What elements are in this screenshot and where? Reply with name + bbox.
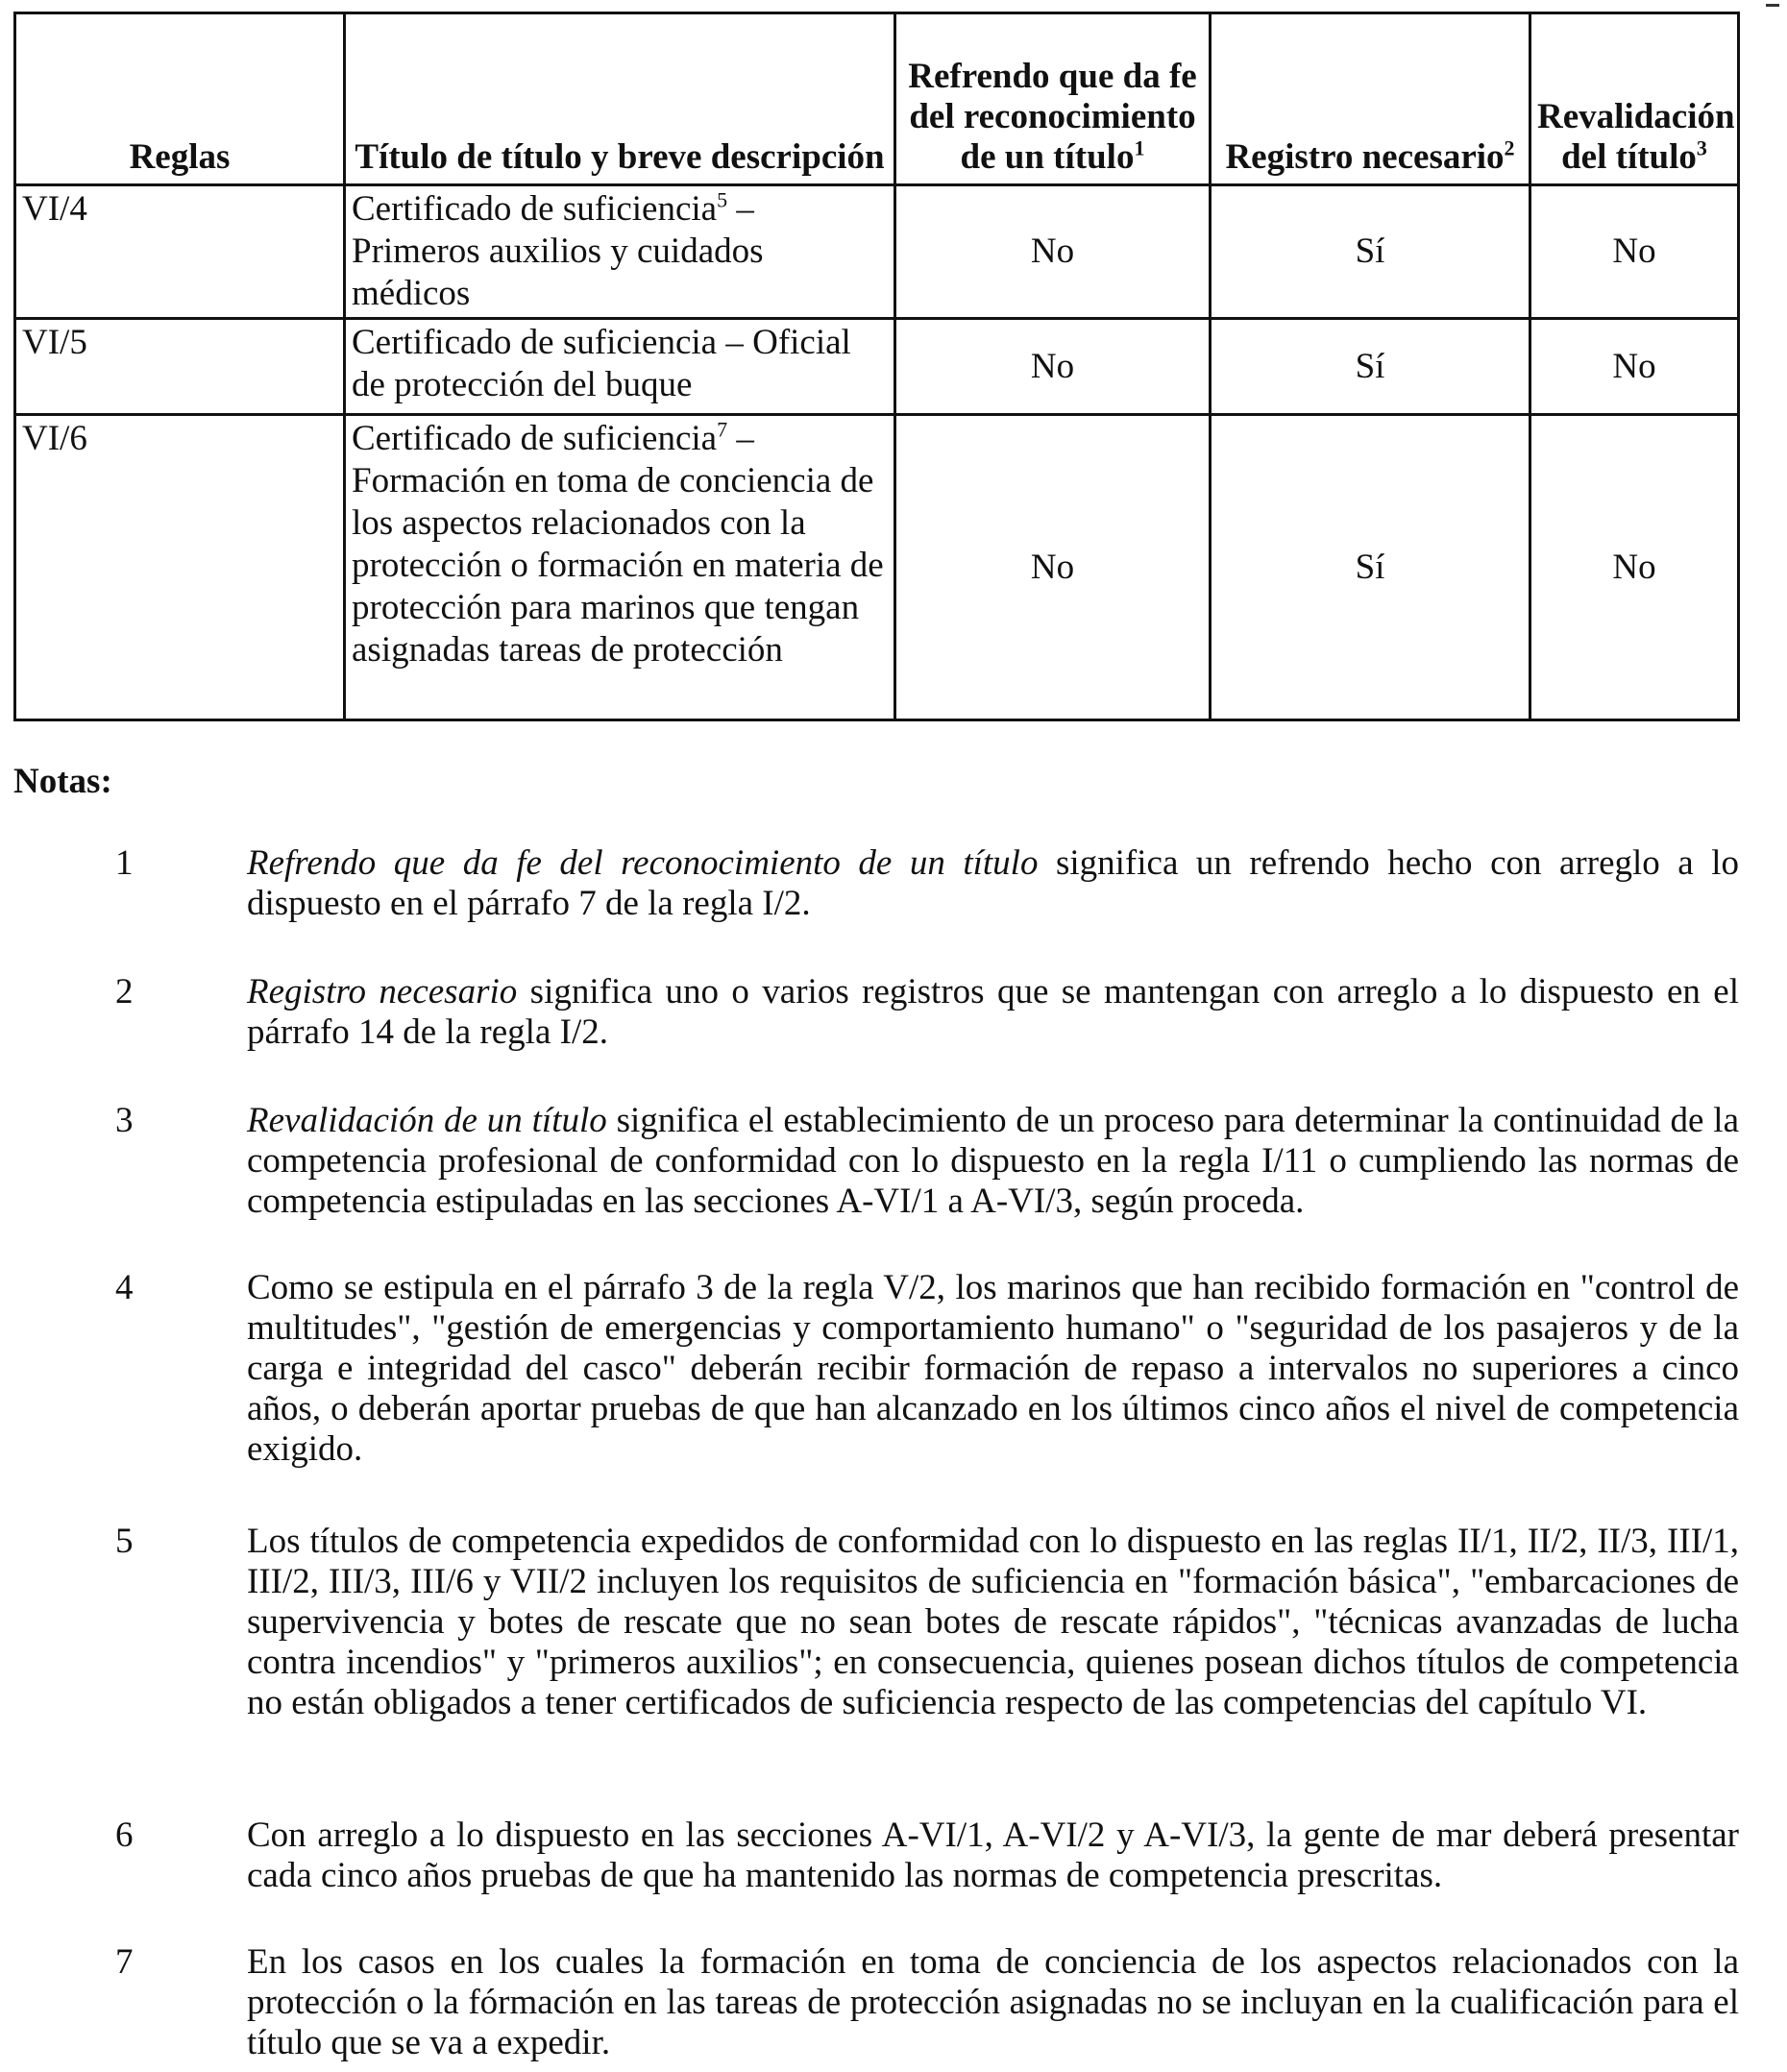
table-header-row	[15, 13, 1739, 185]
note-text: Como se estipula en el párrafo 3 de la regla V/2, los marinos que han recibido formación en "control de multitudes", "gestión de emergencias y comportamiento humano" o "seguridad de los pasajeros y de la carga e integridad del casco" deberán recibir formación de repaso a intervalos no superiores a cinco años, o deberán aportar pruebas de que han alcanzado en los últimos cinco años el nivel de competencia exigido.	[247, 1268, 1739, 1469]
footnote-ref: 3	[1696, 135, 1707, 160]
note-text: Revalidación de un título significa el establecimiento de un proceso para determinar la continuidad de la competencia profesional de conformidad con lo dispuesto en la regla I/11 o cumpliendo las normas de competencia estipuladas en las secciones A-VI/1 a A-VI/3, según proceda.	[247, 1101, 1739, 1221]
note-term: Refrendo que da fe del reconocimiento de un título	[247, 843, 1039, 883]
header-refrendo: Refrendo que da fe del reconocimiento de un título$^1$	[895, 13, 1211, 185]
header-reglas: Reglas	[15, 13, 345, 185]
note-term: Revalidación de un título	[247, 1101, 607, 1140]
footnote-ref: 1	[1134, 135, 1145, 160]
cell-registro: Sí	[1211, 319, 1530, 415]
note-number: 7	[115, 1942, 134, 1982]
note-text: En los casos en los cuales la formación en toma de conciencia de los aspectos relacionados con la protección o la fórmación en las tareas de protección asignadas no se incluyan en la cualificación para el título que se va a expedir.	[247, 1942, 1739, 2062]
table-row	[15, 319, 1739, 415]
cell-registro: Sí	[1211, 415, 1530, 720]
regulations-table	[13, 12, 1740, 721]
cell-refrendo: No	[895, 319, 1211, 415]
note-text: Registro necesario significa uno o varios registros que se mantengan con arreglo a lo dispuesto en el párrafo 14 de la regla I/2.	[247, 972, 1739, 1052]
note-number: 3	[115, 1101, 134, 1140]
cell-refrendo: No	[895, 415, 1211, 720]
footnote-ref: 7	[717, 417, 728, 442]
footnote-ref: 5	[717, 187, 728, 212]
table-row	[15, 185, 1739, 319]
note-text: Los títulos de competencia expedidos de conformidad con lo dispuesto en las reglas II/1, II/2, II/3, III/1, III/2, III/3, III/6 y VII/2 incluyen los requisitos de suficiencia en "formación básica", "embarcaciones de supervivencia y botes de rescate que no sean botes de rescate rápidos", "técnicas avanzadas de lucha contra incendios" y "primeros auxilios"; en consecuencia, quienes posean dichos títulos de competencia no están obligados a tener certificados de suficiencia respecto de las competencias del capítulo VI.	[247, 1522, 1739, 1722]
cell-refrendo: No	[895, 185, 1211, 319]
cell-regla: VI/4	[15, 185, 345, 319]
note-number: 2	[115, 972, 134, 1012]
note-term: Registro necesario	[247, 972, 518, 1012]
margin-mark	[1766, 4, 1779, 7]
note-number: 4	[115, 1268, 134, 1307]
header-titulo: Título de título y breve descripción	[345, 13, 895, 185]
table-row	[15, 415, 1739, 720]
note-text: Refrendo que da fe del reconocimiento de un título significa un refrendo hecho con arreglo a lo dispuesto en el párrafo 7 de la regla I/2.	[247, 843, 1739, 923]
cell-revalidacion: No	[1530, 415, 1739, 720]
note-number: 5	[115, 1522, 134, 1561]
cell-revalidacion: No	[1530, 185, 1739, 319]
cell-regla: VI/5	[15, 319, 345, 415]
note-number: 6	[115, 1816, 134, 1855]
cell-titulo: Certificado de suficiencia$^7$ – Formación en toma de conciencia de los aspectos relacionados con la protección o formación en materia de protección para marinos que tengan asignadas tareas de protección	[345, 415, 895, 720]
note-number: 1	[115, 843, 134, 883]
cell-registro: Sí	[1211, 185, 1530, 319]
note-text: Con arreglo a lo dispuesto en las secciones A-VI/1, A-VI/2 y A-VI/3, la gente de mar deberá presentar cada cinco años pruebas de que ha mantenido las normas de competencia prescritas.	[247, 1816, 1739, 1895]
notes-heading: Notas:	[13, 762, 112, 801]
header-revalidacion: Revalidación del título$^3$	[1530, 13, 1739, 185]
cell-revalidacion: No	[1530, 319, 1739, 415]
cell-regla: VI/6	[15, 415, 345, 720]
footnote-ref: 2	[1504, 135, 1515, 160]
cell-titulo: Certificado de suficiencia$^5$ – Primeros auxilios y cuidados médicos	[345, 185, 895, 319]
cell-titulo: Certificado de suficiencia – Oficial de protección del buque	[345, 319, 895, 415]
header-registro: Registro necesario$^2$	[1211, 13, 1530, 185]
